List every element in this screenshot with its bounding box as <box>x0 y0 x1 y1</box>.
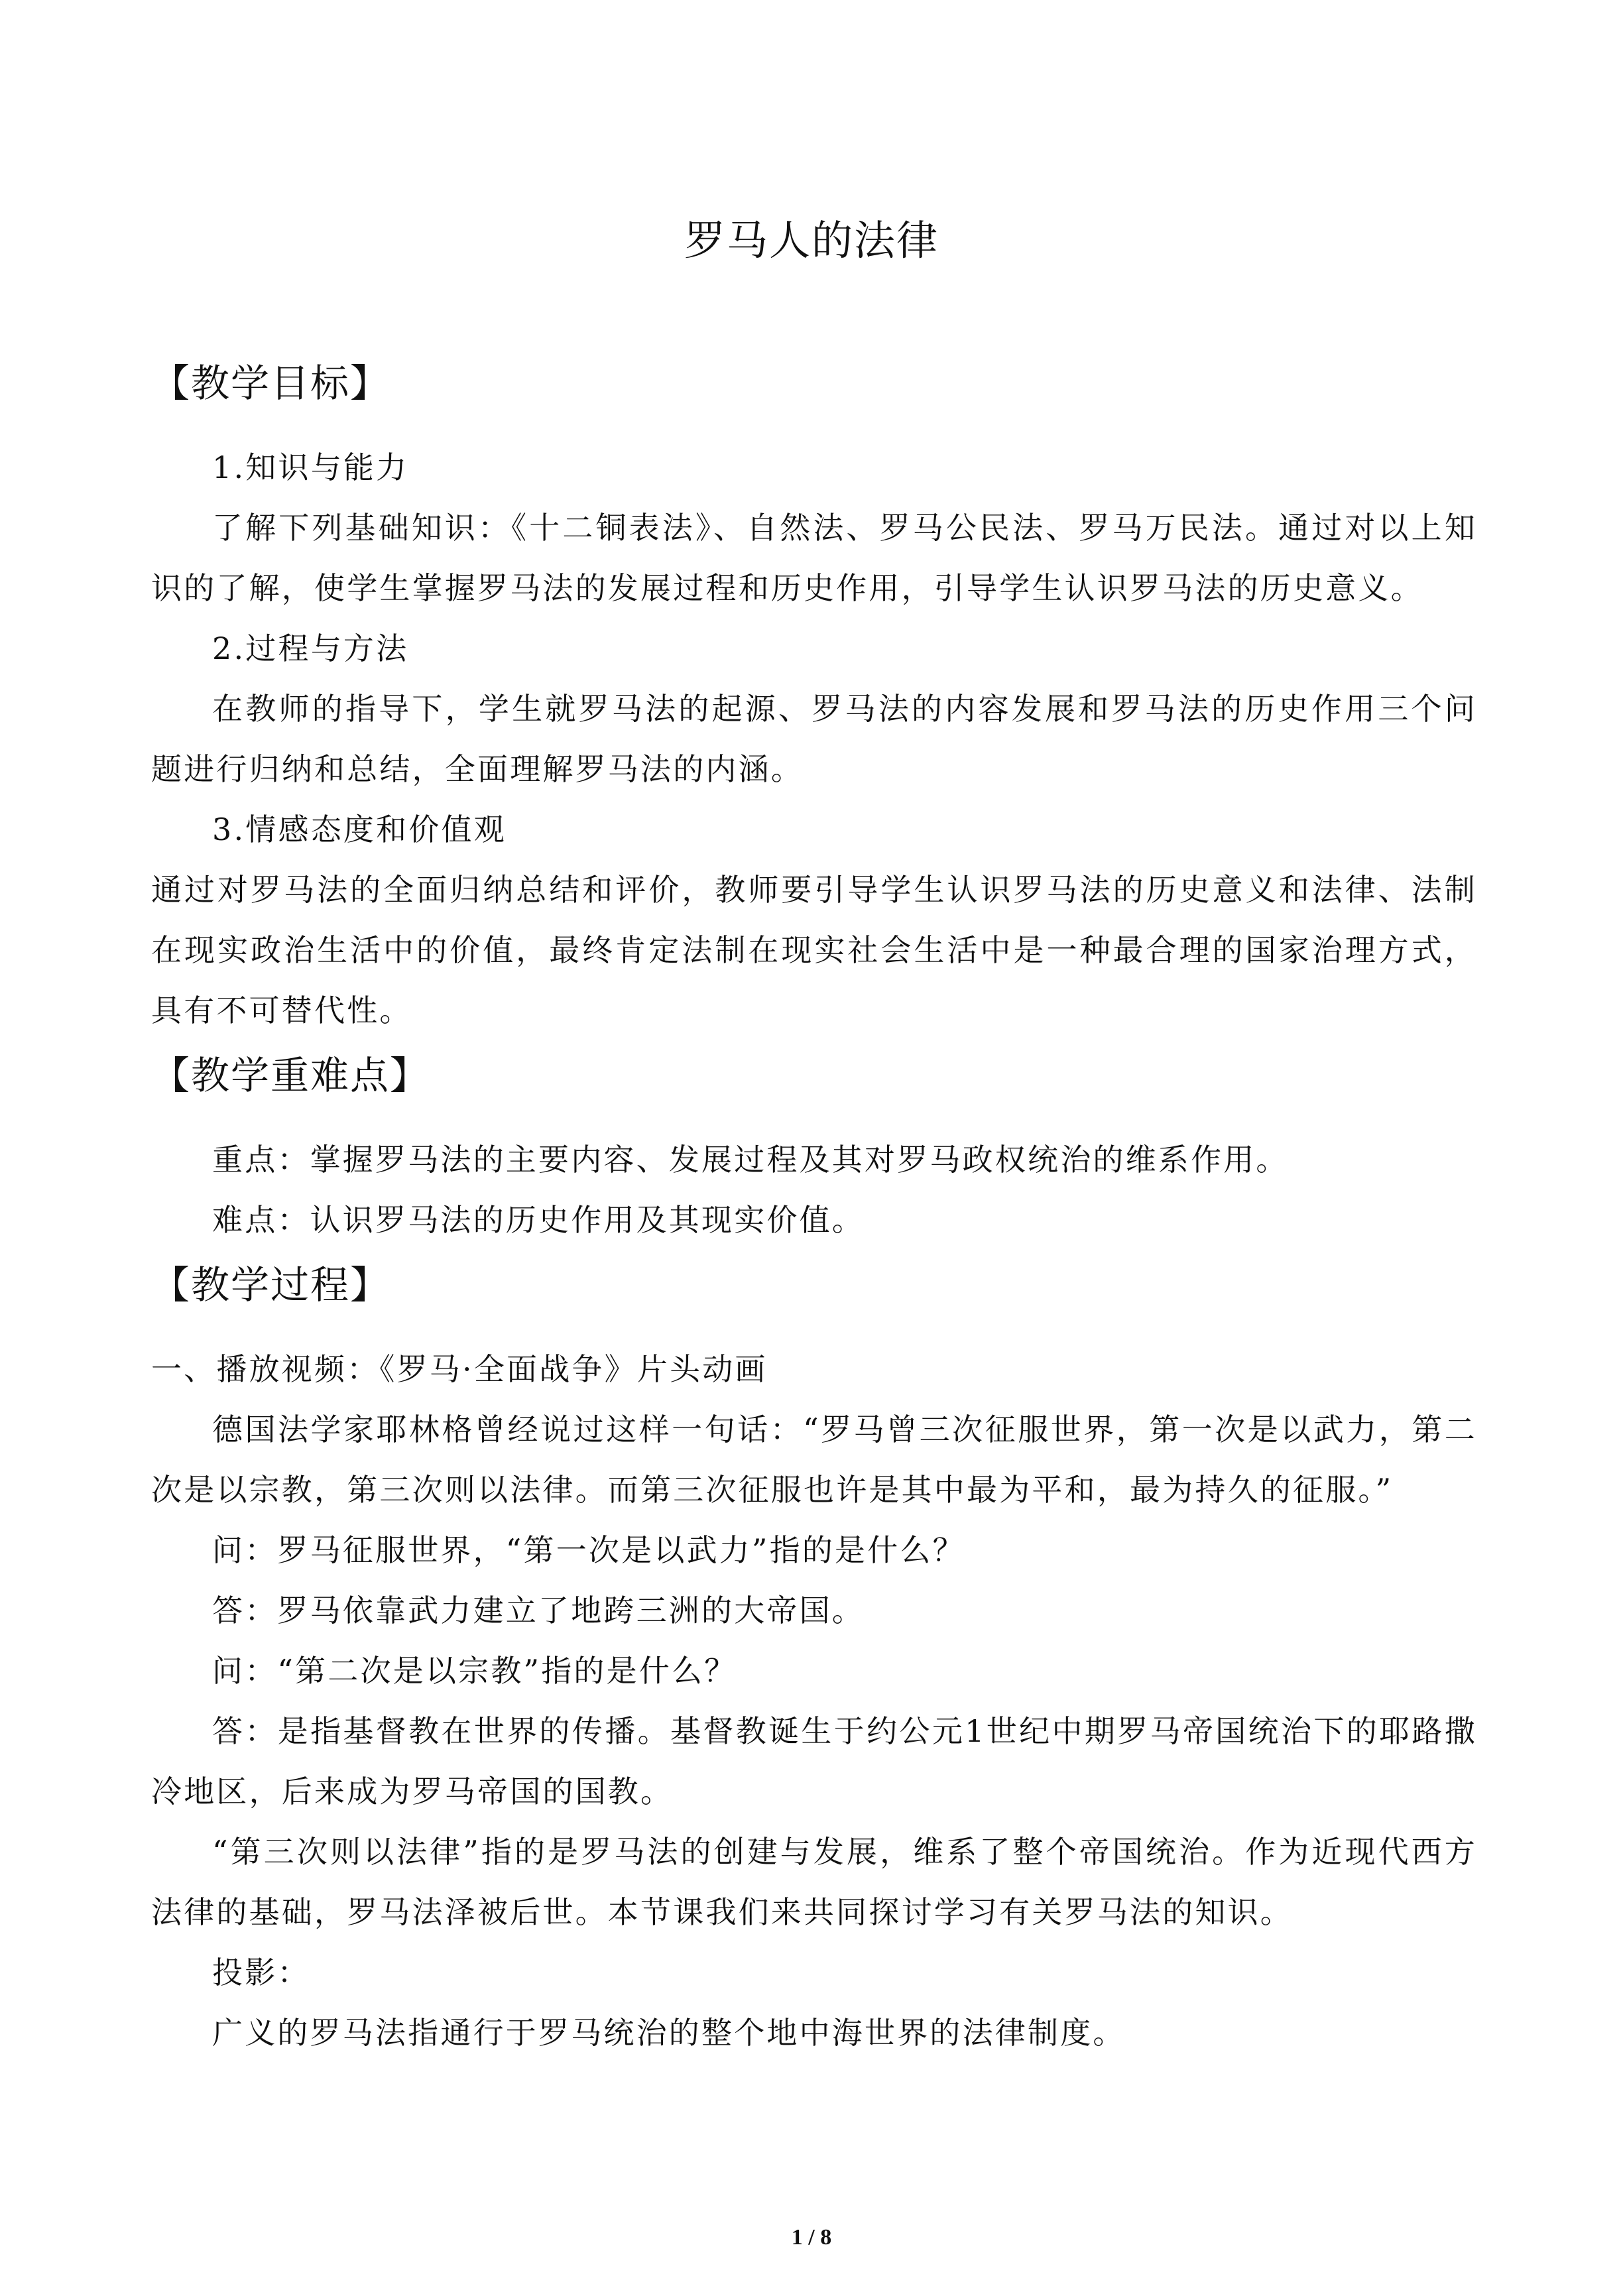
objective-item-1-title: 1.知识与能力 <box>212 450 409 485</box>
objective-item-3-title: 3.情感态度和价值观 <box>212 812 507 847</box>
objective-item-2-title: 2.过程与方法 <box>212 631 409 666</box>
section-heading-objectives: 【教学目标】 <box>151 361 391 406</box>
process-paragraph: 德国法学家耶林格曾经说过这样一句话：“罗马曾三次征服世界，第一次是以武力，第二次是以宗教，第三次则以法律。而第三次征服也许是其中最为平和，最为持久的征服。” <box>151 1412 1477 1508</box>
objective-item-2-text: 在教师的指导下，学生就罗马法的起源、罗马法的内容发展和罗马法的历史作用三个问题进行归纳和总结，全面理解罗马法的内涵。 <box>151 691 1477 787</box>
difficult-point-item: 难点：认识罗马法的历史作用及其现实价值。 <box>212 1202 865 1238</box>
process-paragraph: “第三次则以法律”指的是罗马法的创建与发展，维系了整个帝国统治。作为近现代西方法律的基础，罗马法泽被后世。本节课我们来共同探讨学习有关罗马法的知识。 <box>151 1834 1477 1930</box>
process-question: 问：“第二次是以宗教”指的是什么？ <box>212 1653 737 1689</box>
document-body <box>151 351 1477 2063</box>
process-question: 问：罗马征服世界，“第一次是以武力”指的是什么？ <box>212 1532 965 1568</box>
page-number: 1 / 8 <box>791 2225 832 2250</box>
document-title: 罗马人的法律 <box>684 216 939 265</box>
process-projection-label: 投影： <box>212 1955 310 1990</box>
process-answer: 答：是指基督教在世界的传播。基督教诞生于约公元1世纪中期罗马帝国统治下的耶路撒冷地区，后来成为罗马帝国的国教。 <box>151 1713 1477 1809</box>
section-heading-key-points: 【教学重难点】 <box>151 1053 430 1098</box>
process-step-heading: 一、播放视频：《罗马·全面战争》片头动画 <box>151 1351 768 1387</box>
key-point-item: 重点：掌握罗马法的主要内容、发展过程及其对罗马政权统治的维系作用。 <box>212 1142 1289 1178</box>
objective-item-1-text: 了解下列基础知识：《十二铜表法》、自然法、罗马公民法、罗马万民法。通过对以上知识的了解，使学生掌握罗马法的发展过程和历史作用，引导学生认识罗马法的历史意义。 <box>151 510 1477 606</box>
objective-item-3-text: 通过对罗马法的全面归纳总结和评价，教师要引导学生认识罗马法的历史意义和法律、法制在现实政治生活中的价值，最终肯定法制在现实社会生活中是一种最合理的国家治理方式，具有不可替代性。 <box>151 872 1477 1028</box>
process-answer: 答：罗马依靠武力建立了地跨三洲的大帝国。 <box>212 1593 865 1628</box>
section-heading-process: 【教学过程】 <box>151 1262 391 1307</box>
process-paragraph: 广义的罗马法指通行于罗马统治的整个地中海世界的法律制度。 <box>212 2015 1126 2051</box>
